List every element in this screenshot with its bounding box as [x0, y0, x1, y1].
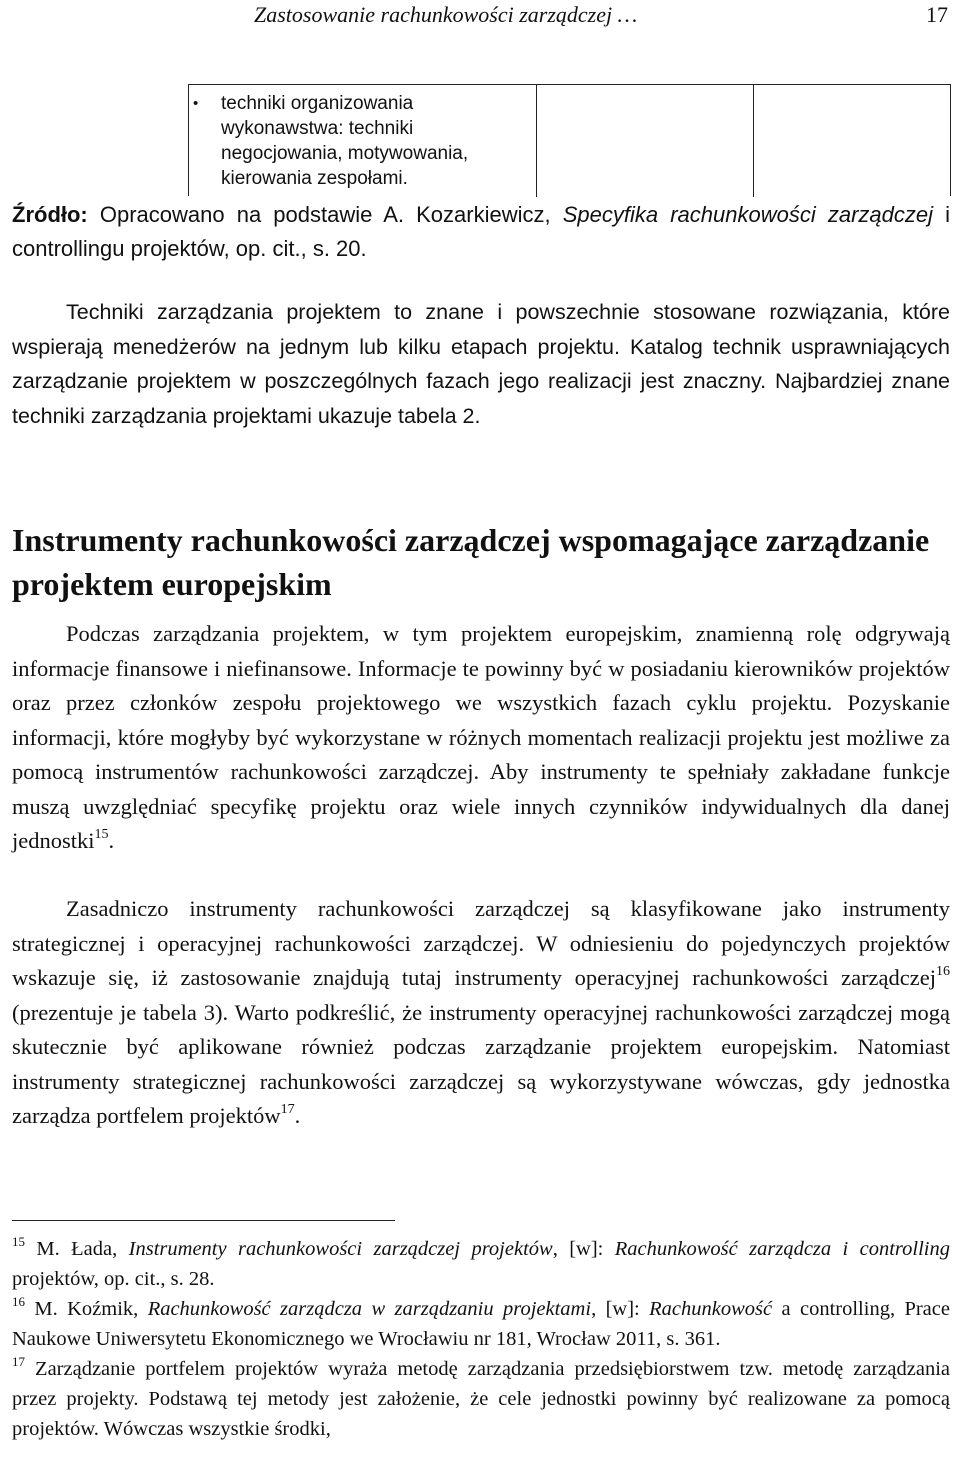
source-title: Specyfika rachunkowości zarządczej [562, 202, 933, 227]
paragraph-instruments [12, 892, 950, 1134]
footnote-number: 17 [12, 1354, 25, 1369]
footnote-number: 16 [12, 1294, 25, 1309]
footnotes [12, 1234, 950, 1444]
footnote-title: Instrumenty rachunkowości zarządczej projektów [128, 1238, 553, 1260]
paragraph-techniques: Techniki zarządzania projektem to znane i powszechnie stosowane rozwiązania, które wspierają menedżerów na jednym lub kilku etapach projektu. Katalog technik usprawniających zarządzanie projektem w poszczególnych fazach jego realizacji jest znaczny. Najbardziej znane techniki zarządzania projektami ukazuje tabela 2. [12, 300, 950, 428]
table-cell-line: wykonawstwa: techniki [221, 118, 414, 139]
footnote-source: Rachunkowość zarządcza i controlling [614, 1238, 950, 1260]
table-fragment [188, 84, 951, 196]
footnote-source: Rachunkowość [649, 1298, 773, 1320]
bullet-icon: • [193, 95, 199, 112]
footnote-ref: 16 [936, 964, 950, 979]
footnote-ref: 17 [280, 1102, 295, 1117]
paragraph-text: (prezentuje je tabela 3). Warto podkreślić, że instrumenty operacyjnej rachunkowości zarządczej mogą skutecznie być aplikowane również podczas zarządzanie projektem europejskim. Natomiast instrumenty strategicznej rachunkowości zarządczej są wykorzystywane wówczas, gdy jednostka zarządza portfelem projektów [12, 999, 950, 1128]
footnote-separator [12, 1220, 395, 1221]
source-text: Opracowano na podstawie A. Kozarkiewicz, [87, 202, 563, 227]
page-number: 17 [926, 2, 948, 27]
footnote-author: M. Łada, [25, 1238, 129, 1260]
paragraph-text: Podczas zarządzania projektem, w tym projektem europejskim, znamienną rolę odgrywają informacje finansowe i niefinansowe. Informacje te powinny być w posiadaniu kierowników projektów oraz przez członków zespołu projektowego we wszystkich fazach cyklu projektu. Pozyskanie informacji, które mogłyby być wykorzystane w różnych momentach realizacji projektu jest możliwe za pomocą instrumentów rachunkowości zarządczej. Aby instrumenty te spełniały zakładane funkcje muszą uwzględniać specyfikę projektu oraz wiele innych czynników indywidualnych dla danej jednostki [12, 621, 950, 853]
footnote-author: M. Koźmik, [25, 1298, 148, 1320]
table-cell-empty [537, 85, 754, 197]
footnote-15 [12, 1234, 950, 1294]
table-cell-line: negocjowania, motywowania, [221, 143, 469, 164]
paragraph-text: Zasadniczo instrumenty rachunkowości zarządczej są klasyfikowane jako instrumenty strategicznej i operacyjnej rachunkowości zarządczej. W odniesieniu do pojedynczych projektów wskazuje się, iż zastosowanie znajdują tutaj instrumenty operacyjnej rachunkowości zarządczej [12, 896, 950, 990]
paragraph-end: . [294, 1103, 301, 1128]
footnote-text: , [w]: [552, 1238, 615, 1260]
footnote-text: , [w]: [591, 1298, 650, 1320]
running-header [12, 0, 950, 40]
table-source-note [12, 198, 950, 266]
table-cell-line: techniki organizowania [221, 93, 414, 114]
table-cell [189, 85, 537, 197]
running-title: Zastosowanie rachunkowości zarządczej … [254, 2, 638, 27]
section-heading: Instrumenty rachunkowości zarządczej wspomagające zarządzanie projektem europejskim [12, 522, 930, 602]
footnote-17 [12, 1354, 950, 1444]
footnote-title: Rachunkowość zarządcza w zarządzaniu projektami [147, 1298, 592, 1320]
source-label: Źródło: [12, 202, 88, 227]
footnote-text: a controlling, Prace Naukowe Uniwersytetu Ekonomicznego we Wrocławiu nr 181, Wrocław 2011, s. 361. [12, 1298, 950, 1350]
footnote-text: Zarządzanie portfelem projektów wyraża metodę zarządzania przedsiębiorstwem tzw. metodę zarządzania przez projekty. Podstawą tej metody jest założenie, że cele jednostki powinny być realizowane za pomocą projektów. Wówczas wszystkie środki, [12, 1358, 950, 1440]
source-rest: i controllingu projektów, op. cit., s. 20. [12, 202, 950, 261]
paragraph-information [12, 617, 950, 859]
paragraph-end: . [108, 828, 115, 853]
table-cell-line: kierowania zespołami. [221, 168, 408, 189]
footnote-number: 15 [12, 1234, 25, 1249]
footnote-16 [12, 1294, 950, 1354]
footnote-ref: 15 [94, 827, 109, 842]
footnote-text: projektów, op. cit., s. 28. [12, 1268, 215, 1290]
